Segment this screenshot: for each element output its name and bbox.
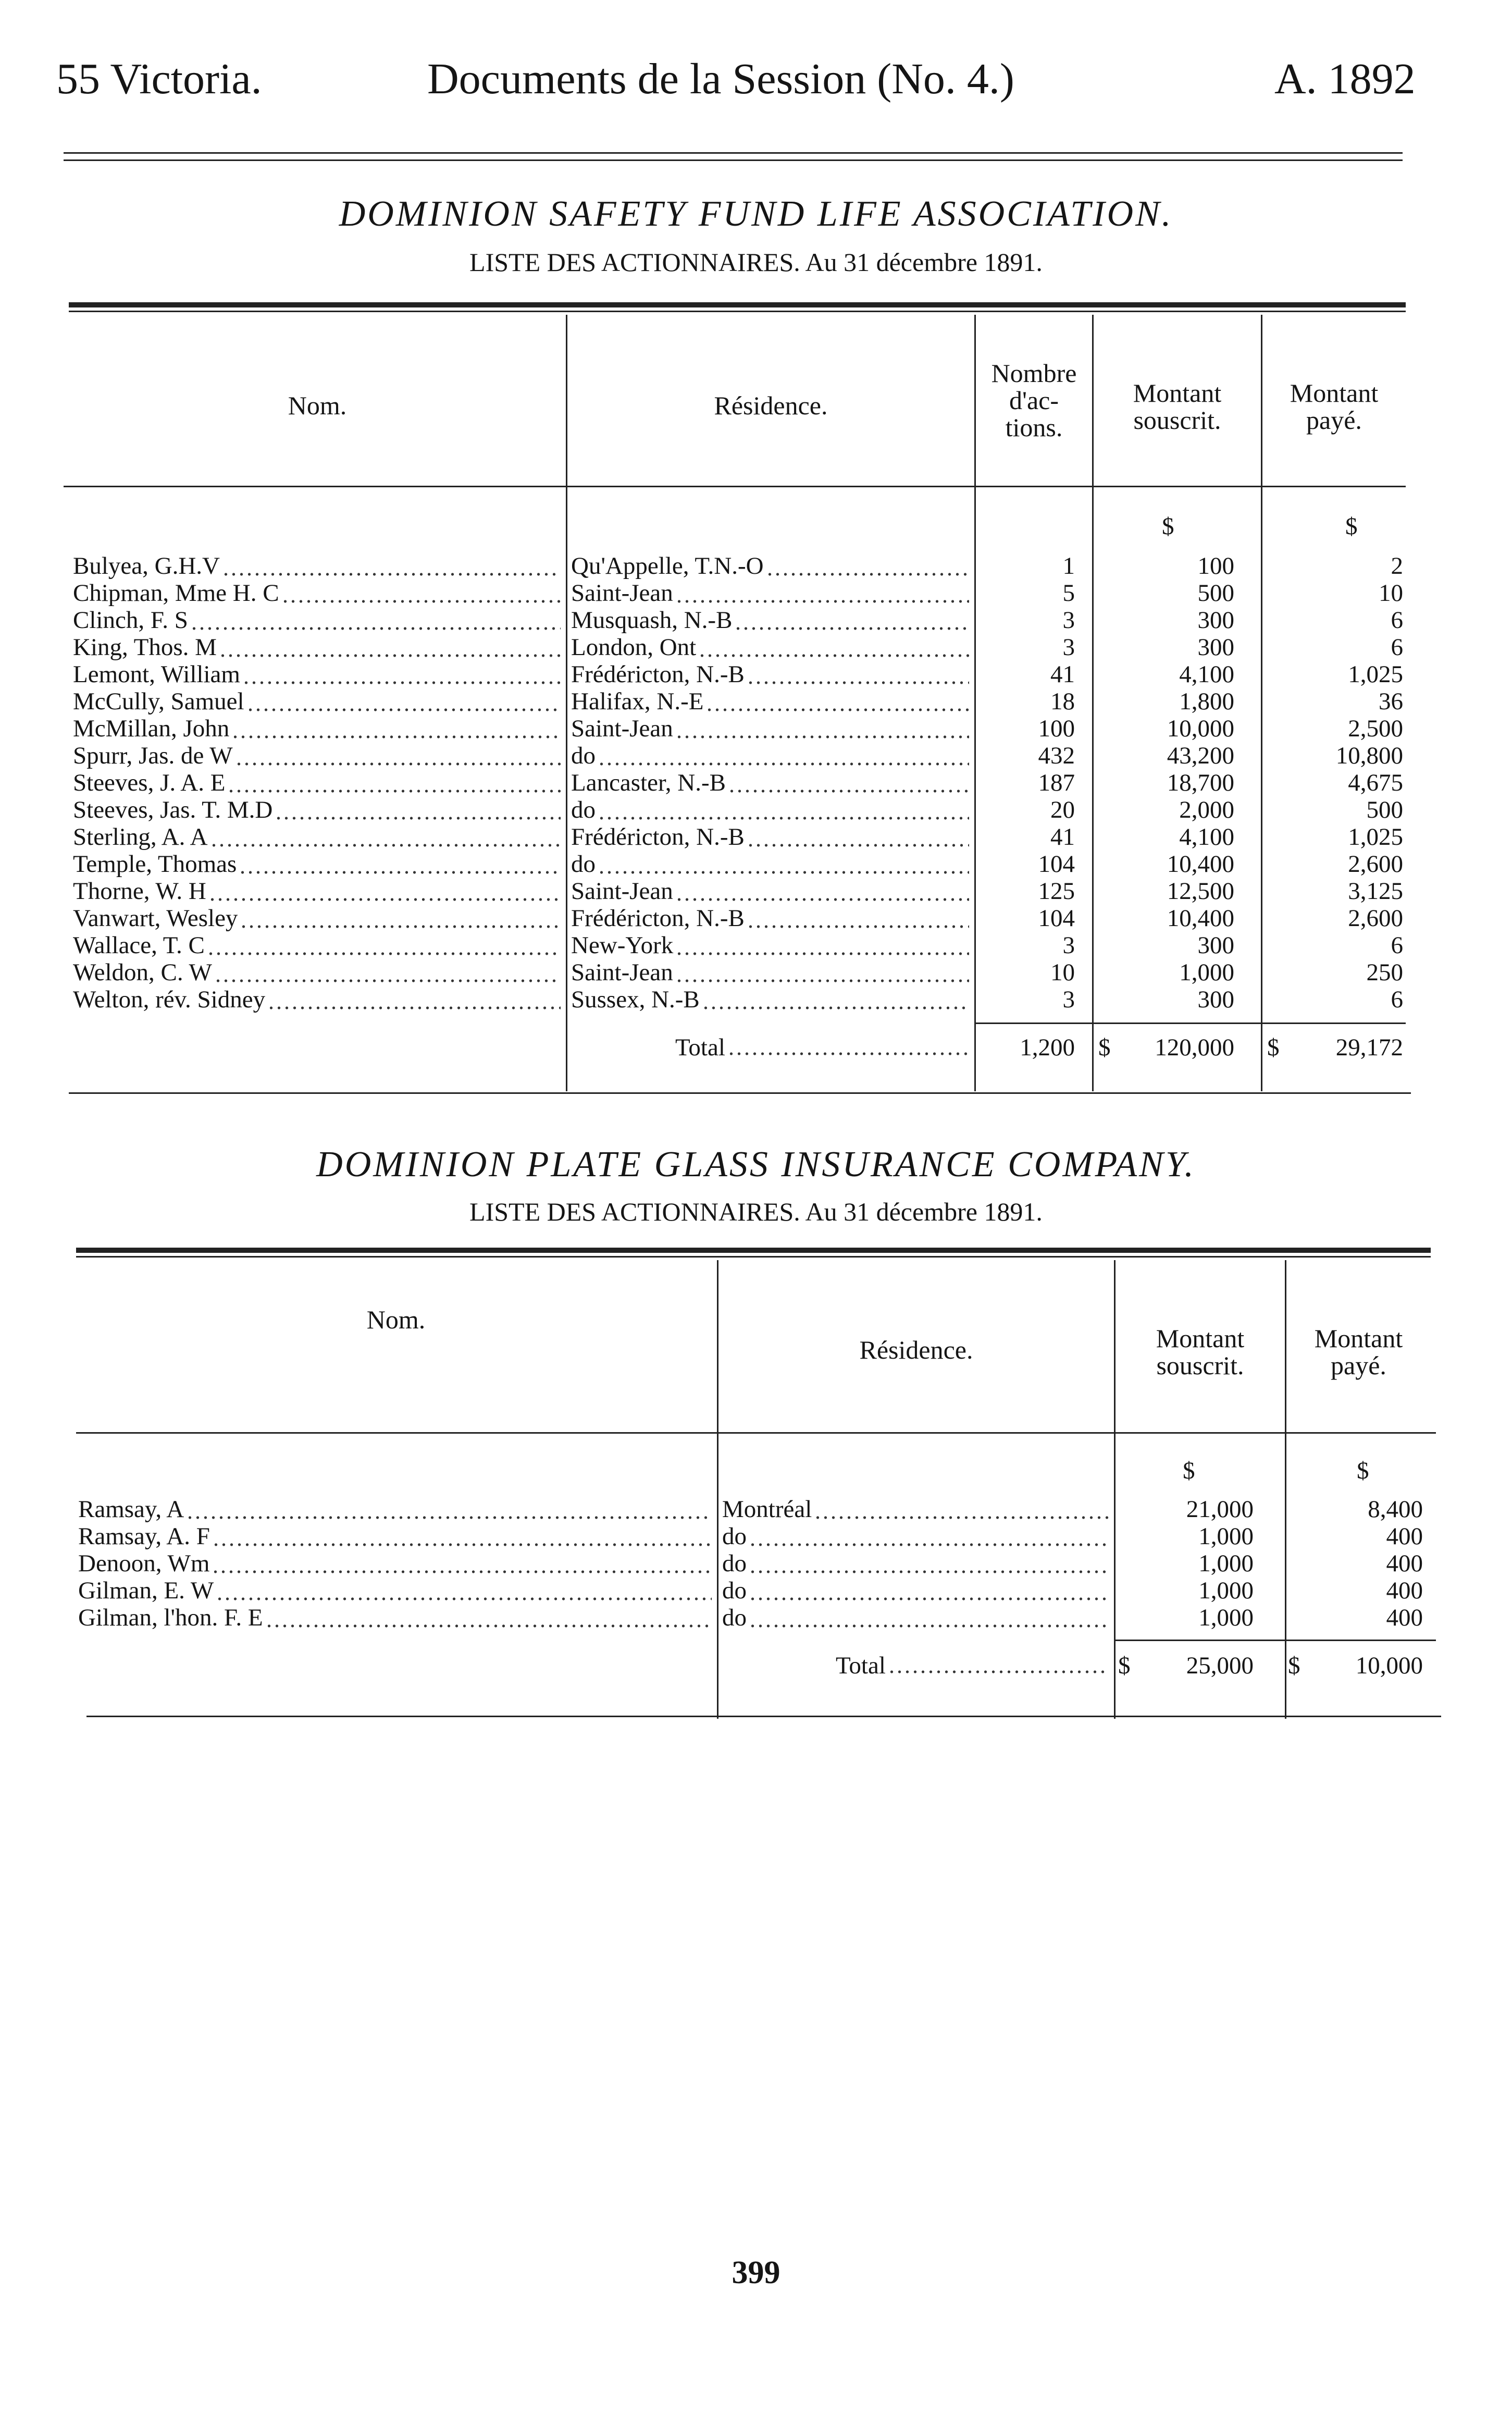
leader-dots xyxy=(281,580,561,607)
shareholder-name-text: Steeves, J. A. E xyxy=(73,769,226,796)
amount-paid: 3,125 xyxy=(1348,878,1403,905)
shareholder-name-text: King, Thos. M xyxy=(73,634,217,661)
total-souscrit-sign: $ xyxy=(1098,1034,1111,1061)
shareholder-residence-text: Halifax, N.-E xyxy=(571,688,704,715)
table1-top-hairline xyxy=(69,311,1406,312)
shareholder-name-text: Vanwart, Wesley xyxy=(73,905,238,932)
shares-count: 1 xyxy=(1062,552,1075,580)
amount-subscribed: 43,200 xyxy=(1167,742,1234,769)
table1-top-border xyxy=(69,302,1406,307)
section2-subtitle: LISTE DES ACTIONNAIRES. Au 31 décembre 1891. xyxy=(469,1197,1043,1226)
leader-dots xyxy=(235,742,561,769)
shareholder-name xyxy=(78,1550,717,1577)
shareholder-name-text: Temple, Thomas xyxy=(73,851,237,878)
col-header-nombre-actions: Nombre d'ac- tions. xyxy=(991,359,1077,442)
leader-dots xyxy=(747,661,969,688)
shareholder-name xyxy=(73,796,566,823)
total-paye-2: 10,000 xyxy=(1355,1652,1423,1679)
total-souscrit-2: 25,000 xyxy=(1186,1652,1254,1679)
table-row xyxy=(0,959,1512,986)
shareholder-residence-text: Saint-Jean xyxy=(571,878,673,905)
table2-top-border xyxy=(76,1248,1431,1253)
leader-dots xyxy=(749,1577,1109,1604)
table-row xyxy=(0,607,1512,634)
shareholder-name-text: Clinch, F. S xyxy=(73,607,188,634)
shareholder-residence-text: do xyxy=(722,1523,747,1550)
shareholder-residence xyxy=(571,634,974,661)
total-paye-sign: $ xyxy=(1267,1034,1280,1061)
amount-subscribed: 1,000 xyxy=(1198,1577,1254,1604)
shareholder-name-text: Ramsay, A. F xyxy=(78,1523,210,1550)
col-header-residence-2: Résidence. xyxy=(859,1335,973,1364)
table1-bottom-rule xyxy=(69,1092,1411,1094)
shares-count: 3 xyxy=(1062,932,1075,959)
shareholder-name xyxy=(73,823,566,851)
col-header-montant-souscrit: Montant souscrit. xyxy=(1133,378,1222,435)
leader-dots xyxy=(749,1523,1109,1550)
amount-subscribed: 2,000 xyxy=(1179,796,1234,823)
shareholder-name-text: Ramsay, A xyxy=(78,1496,184,1523)
shares-count: 20 xyxy=(1050,796,1075,823)
shareholder-name xyxy=(78,1604,717,1631)
shareholder-residence xyxy=(571,823,974,851)
col-header-nom: Nom. xyxy=(288,391,347,420)
leader-dots xyxy=(727,1032,969,1059)
table-row xyxy=(0,769,1512,796)
shareholder-name xyxy=(73,552,566,580)
shares-count: 104 xyxy=(1038,851,1075,878)
shares-count: 3 xyxy=(1062,607,1075,634)
shareholder-name xyxy=(73,959,566,986)
table-row xyxy=(0,688,1512,715)
leader-dots xyxy=(212,1523,712,1550)
shareholder-name xyxy=(73,932,566,959)
amount-subscribed: 10,400 xyxy=(1167,905,1234,932)
shareholder-residence-text: Qu'Appelle, T.N.-O xyxy=(571,552,764,580)
table1-total-row xyxy=(0,1032,1512,1063)
table-row xyxy=(0,661,1512,688)
amount-paid: 8,400 xyxy=(1368,1496,1423,1523)
amount-subscribed: 300 xyxy=(1197,932,1234,959)
amount-paid: 1,025 xyxy=(1348,823,1403,851)
leader-dots xyxy=(240,905,561,932)
col-header-montant-souscrit-2: Montant souscrit. xyxy=(1156,1324,1245,1380)
unit-souscrit-2: $ xyxy=(1183,1457,1195,1484)
page-number: 399 xyxy=(732,2255,780,2290)
leader-dots xyxy=(214,959,561,986)
shares-count: 10 xyxy=(1050,959,1075,986)
shares-count: 125 xyxy=(1038,878,1075,905)
table2-header-rule xyxy=(76,1432,1436,1434)
amount-subscribed: 1,800 xyxy=(1179,688,1234,715)
amount-paid: 2 xyxy=(1391,552,1403,580)
unit-paye-2: $ xyxy=(1357,1457,1369,1484)
leader-dots xyxy=(212,1550,712,1577)
shareholder-residence xyxy=(722,1496,1114,1523)
table-row xyxy=(0,986,1512,1013)
section1-subtitle: LISTE DES ACTIONNAIRES. Au 31 décembre 1891. xyxy=(469,248,1043,277)
shareholder-residence-text: Frédéricton, N.-B xyxy=(571,823,745,851)
table-row xyxy=(0,905,1512,932)
shares-count: 432 xyxy=(1038,742,1075,769)
amount-paid: 6 xyxy=(1391,986,1403,1013)
amount-paid: 400 xyxy=(1386,1523,1423,1550)
total-label: Total xyxy=(675,1034,725,1061)
amount-subscribed: 18,700 xyxy=(1167,769,1234,796)
leader-dots xyxy=(231,715,561,742)
table-row xyxy=(0,742,1512,769)
shareholder-residence xyxy=(571,769,974,796)
shareholder-residence xyxy=(571,959,974,986)
leader-dots xyxy=(766,552,969,580)
table-row xyxy=(0,1550,1512,1577)
amount-subscribed: 1,000 xyxy=(1179,959,1234,986)
table-row xyxy=(0,552,1512,580)
shareholder-name-text: Welton, rév. Sidney xyxy=(73,986,266,1013)
shareholder-residence xyxy=(571,878,974,905)
shareholder-name-text: Denoon, Wm xyxy=(78,1550,210,1577)
shareholder-name-text: Sterling, A. A xyxy=(73,823,208,851)
shares-count: 41 xyxy=(1050,823,1075,851)
table-row xyxy=(0,1577,1512,1604)
shareholder-name-text: Thorne, W. H xyxy=(73,878,206,905)
amount-paid: 1,025 xyxy=(1348,661,1403,688)
shareholder-name-text: Lemont, William xyxy=(73,661,240,688)
amount-paid: 36 xyxy=(1379,688,1403,715)
shareholders-table-2 xyxy=(0,1496,1512,1636)
amount-subscribed: 100 xyxy=(1197,552,1234,580)
shareholder-name xyxy=(73,851,566,878)
shareholder-name xyxy=(73,607,566,634)
shareholder-name xyxy=(78,1577,717,1604)
leader-dots xyxy=(242,661,561,688)
leader-dots xyxy=(675,878,969,905)
leader-dots xyxy=(267,986,561,1013)
shareholder-name-text: Steeves, Jas. T. M.D xyxy=(73,796,273,823)
shareholder-name-text: McMillan, John xyxy=(73,715,230,742)
table2-top-hairline xyxy=(76,1256,1431,1258)
table-row xyxy=(0,580,1512,607)
shareholder-residence-text: do xyxy=(571,851,596,878)
amount-subscribed: 300 xyxy=(1197,986,1234,1013)
shares-count: 3 xyxy=(1062,986,1075,1013)
leader-dots xyxy=(227,769,561,796)
leader-dots xyxy=(702,986,969,1013)
table-row xyxy=(0,851,1512,878)
amount-subscribed: 4,100 xyxy=(1179,661,1234,688)
total-actions: 1,200 xyxy=(1020,1034,1075,1061)
leader-dots xyxy=(239,851,561,878)
leader-dots xyxy=(598,851,969,878)
table1-header-rule xyxy=(64,486,1406,487)
amount-paid: 400 xyxy=(1386,1577,1423,1604)
section2-title: DOMINION PLATE GLASS INSURANCE COMPANY. xyxy=(316,1144,1196,1185)
shareholder-residence xyxy=(722,1577,1114,1604)
unit-souscrit: $ xyxy=(1162,513,1174,540)
leader-dots xyxy=(246,688,561,715)
table2-total-rule xyxy=(1114,1640,1436,1641)
amount-paid: 500 xyxy=(1366,796,1403,823)
shareholder-residence xyxy=(722,1604,1114,1631)
section1-title: DOMINION SAFETY FUND LIFE ASSOCIATION. xyxy=(339,194,1173,234)
amount-paid: 6 xyxy=(1391,634,1403,661)
leader-dots xyxy=(598,742,969,769)
leader-dots xyxy=(698,634,969,661)
amount-paid: 6 xyxy=(1391,932,1403,959)
leader-dots xyxy=(190,607,561,634)
shareholder-residence xyxy=(571,688,974,715)
leader-dots xyxy=(675,580,969,607)
shareholder-residence-text: Saint-Jean xyxy=(571,715,673,742)
col-header-montant-paye-2: Montant payé. xyxy=(1314,1324,1403,1380)
shareholder-residence-text: New-York xyxy=(571,932,674,959)
leader-dots xyxy=(747,823,969,851)
shareholder-residence-text: do xyxy=(722,1577,747,1604)
shareholder-residence-text: Montréal xyxy=(722,1496,812,1523)
table-row xyxy=(0,1604,1512,1631)
leader-dots xyxy=(675,715,969,742)
shareholder-name-text: Chipman, Mme H. C xyxy=(73,580,279,607)
total-souscrit: 120,000 xyxy=(1155,1034,1234,1061)
shares-count: 18 xyxy=(1050,688,1075,715)
total-souscrit-sign-2: $ xyxy=(1118,1652,1131,1679)
leader-dots xyxy=(734,607,969,634)
total-paye-sign-2: $ xyxy=(1288,1652,1300,1679)
amount-subscribed: 10,400 xyxy=(1167,851,1234,878)
shareholder-name xyxy=(73,905,566,932)
shareholder-residence xyxy=(571,715,974,742)
shareholder-name xyxy=(73,661,566,688)
table-row xyxy=(0,823,1512,851)
leader-dots xyxy=(675,959,969,986)
leader-dots xyxy=(749,1550,1109,1577)
shares-count: 5 xyxy=(1062,580,1075,607)
leader-dots xyxy=(265,1604,712,1631)
col-header-montant-paye: Montant payé. xyxy=(1290,378,1379,435)
shareholder-residence-text: do xyxy=(722,1604,747,1631)
amount-subscribed: 12,500 xyxy=(1167,878,1234,905)
amount-paid: 400 xyxy=(1386,1550,1423,1577)
total-label-cell xyxy=(675,1032,974,1063)
total-label-cell-2 xyxy=(836,1650,1114,1681)
running-header-title: Documents de la Session (No. 4.) xyxy=(427,55,1014,103)
unit-paye: $ xyxy=(1345,513,1358,540)
table-row xyxy=(0,634,1512,661)
amount-subscribed: 1,000 xyxy=(1198,1550,1254,1577)
shareholder-name-text: Bulyea, G.H.V xyxy=(73,552,220,580)
shareholder-residence xyxy=(571,796,974,823)
shareholder-residence-text: Saint-Jean xyxy=(571,580,673,607)
shareholder-residence xyxy=(571,932,974,959)
table-row xyxy=(0,796,1512,823)
shareholder-name xyxy=(78,1523,717,1550)
total-label-2: Total xyxy=(836,1652,886,1679)
shareholder-name-text: Weldon, C. W xyxy=(73,959,212,986)
table1-total-rule xyxy=(974,1022,1406,1024)
shareholder-name xyxy=(73,715,566,742)
table2-bottom-rule xyxy=(86,1716,1441,1717)
leader-dots xyxy=(186,1496,712,1523)
leader-dots xyxy=(208,878,561,905)
shareholder-name xyxy=(73,634,566,661)
shareholder-residence xyxy=(571,851,974,878)
amount-subscribed: 1,000 xyxy=(1198,1523,1254,1550)
shareholder-name xyxy=(73,742,566,769)
header-rule-top xyxy=(64,152,1403,154)
amount-paid: 2,600 xyxy=(1348,905,1403,932)
shareholder-residence xyxy=(571,661,974,688)
amount-paid: 6 xyxy=(1391,607,1403,634)
leader-dots xyxy=(598,796,969,823)
shareholder-residence-text: Frédéricton, N.-B xyxy=(571,905,745,932)
leader-dots xyxy=(207,932,561,959)
amount-subscribed: 4,100 xyxy=(1179,823,1234,851)
shareholder-residence xyxy=(571,607,974,634)
amount-subscribed: 10,000 xyxy=(1167,715,1234,742)
leader-dots xyxy=(219,634,561,661)
shareholder-residence-text: Musquash, N.-B xyxy=(571,607,733,634)
shareholder-name-text: Gilman, l'hon. F. E xyxy=(78,1604,263,1631)
shareholder-residence xyxy=(571,552,974,580)
amount-paid: 10 xyxy=(1379,580,1403,607)
amount-paid: 400 xyxy=(1386,1604,1423,1631)
shareholder-residence xyxy=(722,1523,1114,1550)
table-row xyxy=(0,878,1512,905)
shareholder-residence xyxy=(571,986,974,1013)
table-row xyxy=(0,1496,1512,1523)
amount-paid: 2,600 xyxy=(1348,851,1403,878)
shareholder-residence xyxy=(571,580,974,607)
shareholder-name-text: Spurr, Jas. de W xyxy=(73,742,233,769)
shares-count: 100 xyxy=(1038,715,1075,742)
shares-count: 187 xyxy=(1038,769,1075,796)
shareholder-residence-text: Lancaster, N.-B xyxy=(571,769,726,796)
shareholder-name-text: Gilman, E. W xyxy=(78,1577,214,1604)
amount-paid: 4,675 xyxy=(1348,769,1403,796)
table-row xyxy=(0,932,1512,959)
shareholder-residence-text: do xyxy=(571,796,596,823)
shares-count: 104 xyxy=(1038,905,1075,932)
amount-paid: 2,500 xyxy=(1348,715,1403,742)
shareholder-name xyxy=(78,1496,717,1523)
leader-dots xyxy=(728,769,969,796)
amount-subscribed: 21,000 xyxy=(1186,1496,1254,1523)
shareholder-residence-text: Saint-Jean xyxy=(571,959,673,986)
shareholder-residence xyxy=(722,1550,1114,1577)
shareholder-name xyxy=(73,580,566,607)
shareholder-residence-text: do xyxy=(571,742,596,769)
shareholder-name xyxy=(73,878,566,905)
leader-dots xyxy=(275,796,561,823)
col-header-residence: Résidence. xyxy=(714,391,828,420)
table-row xyxy=(0,1523,1512,1550)
leader-dots xyxy=(210,823,561,851)
amount-subscribed: 500 xyxy=(1197,580,1234,607)
shareholder-residence xyxy=(571,742,974,769)
shareholder-name xyxy=(73,986,566,1013)
table-row xyxy=(0,715,1512,742)
leader-dots xyxy=(216,1577,712,1604)
total-paye: 29,172 xyxy=(1335,1034,1403,1061)
shareholder-residence-text: Sussex, N.-B xyxy=(571,986,700,1013)
shareholder-name-text: McCully, Samuel xyxy=(73,688,244,715)
shareholder-residence xyxy=(571,905,974,932)
shareholders-table-1 xyxy=(0,552,1512,1021)
col-header-nom-2: Nom. xyxy=(366,1305,426,1334)
shareholder-residence-text: Frédéricton, N.-B xyxy=(571,661,745,688)
table2-total-row xyxy=(0,1650,1512,1681)
amount-subscribed: 1,000 xyxy=(1198,1604,1254,1631)
leader-dots xyxy=(888,1650,1109,1677)
leader-dots xyxy=(222,552,561,580)
amount-subscribed: 300 xyxy=(1197,607,1234,634)
shareholder-name xyxy=(73,769,566,796)
shares-count: 41 xyxy=(1050,661,1075,688)
amount-paid: 250 xyxy=(1366,959,1403,986)
running-header-left: 55 Victoria. xyxy=(56,55,262,103)
leader-dots xyxy=(749,1604,1109,1631)
leader-dots xyxy=(675,932,969,959)
header-rule-bottom xyxy=(64,159,1403,161)
leader-dots xyxy=(814,1496,1109,1523)
leader-dots xyxy=(747,905,969,932)
shareholder-residence-text: do xyxy=(722,1550,747,1577)
leader-dots xyxy=(705,688,969,715)
shares-count: 3 xyxy=(1062,634,1075,661)
amount-paid: 10,800 xyxy=(1335,742,1403,769)
shareholder-name-text: Wallace, T. C xyxy=(73,932,205,959)
amount-subscribed: 300 xyxy=(1197,634,1234,661)
shareholder-name xyxy=(73,688,566,715)
shareholder-residence-text: London, Ont xyxy=(571,634,697,661)
running-header-year: A. 1892 xyxy=(1274,55,1416,103)
